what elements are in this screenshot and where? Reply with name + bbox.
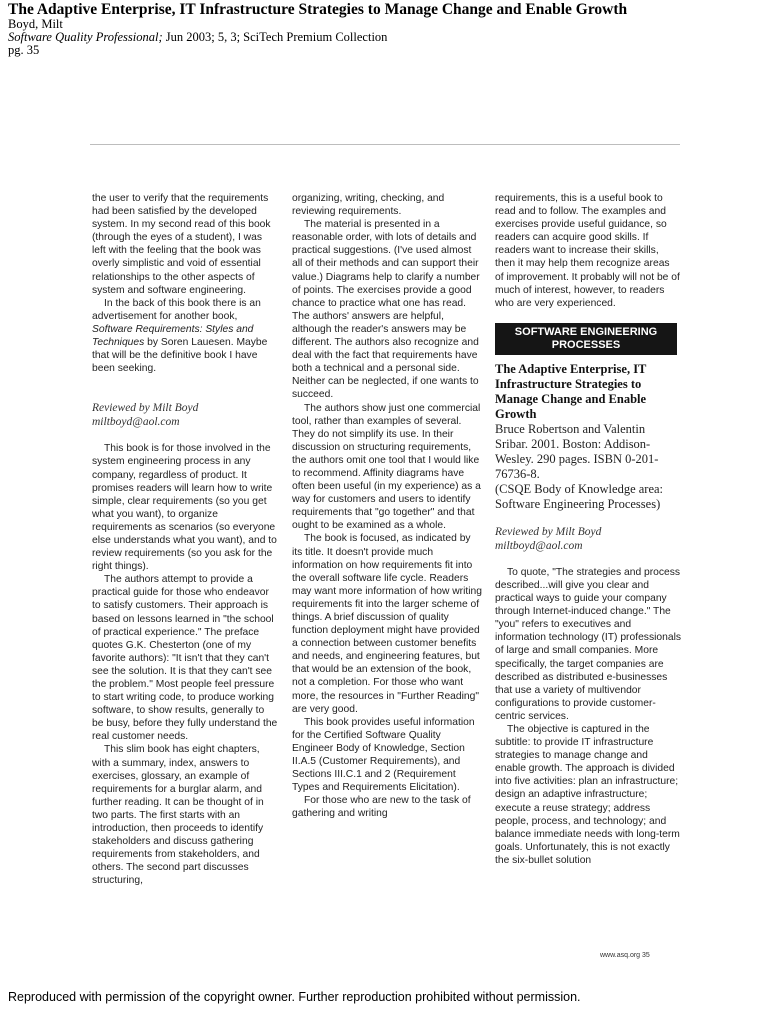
paragraph: The book is focused, as indicated by its title. It doesn't provide much information on how requirements fit into the overall software life cycle. Readers may want more information of how writing requirements fit into the larger scheme of things. A brief discussion of quality function deployment might have provided a connection between customer benefits and needs, and engineering features, but that would be an extension of the book, not a completion. For those who want more, the resources in "Further Reading" are very good. [292, 533, 482, 715]
reviewer-byline: Reviewed by Milt Boyd [92, 402, 199, 415]
paragraph: This book provides useful information for the Certified Software Quality Engineer Body of Knowledge, Section II.A.5 (Customer Requirements), and Sections III.C.1 and 2 (Requirement Types and Requirements Elicitation). [292, 716, 475, 794]
book-details: Bruce Robertson and Valentin Sribar. 2001. Boston: Addison-Wesley. 290 pages. ISBN 0-201-76736-8. [495, 421, 659, 481]
journal-issue: Jun 2003; 5, 3; SciTech Premium Collection [162, 30, 388, 44]
column-3 [495, 192, 681, 867]
book-reference: Software Requirements: Styles and Techniques [92, 323, 254, 349]
reviewer-email: miltboyd@aol.com [92, 416, 180, 429]
paragraph: requirements, this is a useful book to read and to follow. The examples and exercises provide useful guidance, so readers can acquire good skills. If readers want to increase their skills, then it may help them recognize areas of improvement. It probably will not be of much of interest, however, to readers who are very experienced. [495, 193, 680, 309]
citation-header [8, 2, 758, 57]
journal-name: Software Quality Professional; [8, 30, 163, 44]
section-heading: SOFTWARE ENGINEERING PROCESSES [495, 323, 677, 355]
paragraph: This book is for those involved in the system engineering process in any company, regardless of product. It promises readers will learn how to write simple, clear requirements (so you get what you want), to organize requirements as scenarios (so everyone else understands what you want), and to review requirements (so you ask for the right things). [92, 443, 277, 573]
reviewer-email: miltboyd@aol.com [495, 539, 583, 552]
paragraph: The objective is captured in the subtitle: to provide IT infrastructure strategies to manage change and enable growth. The approach is divided into five activities: plan an infrastructure; design an adaptive infrastructure; execute a reuse strategy; address people, process, and technology; and balance immediate needs with long-term goals. Unfortunately, this is not exactly the six-bullet solution [495, 723, 680, 866]
reproduction-notice: Reproduced with permission of the copyright owner. Further reproduction prohibited without permission. [8, 990, 581, 1004]
paragraph: the user to verify that the requirements had been satisfied by the developed system. In my second read of this book (through the eyes of a student), I was left with the feeling that the book was overly simplistic and void of essential relationships to the other aspects of system and software engineering. [92, 193, 271, 296]
column-2 [292, 192, 482, 821]
page-footer: www.asq.org 35 [600, 952, 650, 959]
paragraph: This slim book has eight chapters, with a summary, index, answers to exercises, glossary, an example of requirements for a burglar alarm, and further reading. It can be thought of in two parts. The first starts with an introduction, then proceeds to identify stakeholders and discuss gathering requirements from stakeholders, and others. The second part discusses structuring, [92, 744, 264, 887]
paragraph: In the back of this book there is an advertisement for another book, Software Requirements: Styles and Techniques by Soren Lauesen. Maybe that will be the definitive book I have been seeking. [92, 297, 268, 375]
book-area: (CSQE Body of Knowledge area: Software Engineering Processes) [495, 481, 664, 511]
paragraph: To quote, "The strategies and process described...will give you clear and practical ways to guide your company through Internet-induced change." The "you" refers to executives and information technology (IT) professionals of large and small companies. More specifically, the target companies are described as distributed e-businesses that use a variety of multivendor configurations to provide customer-centric services. [495, 566, 682, 722]
reviewer-byline: Reviewed by Milt Boyd [495, 525, 602, 538]
book-title: The Adaptive Enterprise, IT Infrastructure Strategies to Manage Change and Enable Growth [495, 361, 647, 421]
header-divider [90, 144, 680, 145]
paragraph: For those who are new to the task of gathering and writing [292, 795, 471, 820]
article-author: Boyd, Milt [8, 17, 63, 31]
article-title: The Adaptive Enterprise, IT Infrastructure Strategies to Manage Change and Enable Growth [8, 1, 628, 18]
paragraph: The material is presented in a reasonable order, with lots of details and practical suggestions. (I've used almost all of their methods and can support their value.) Diagrams help to clarify a number of points. The exercises provide a good chance to practice what one has read. The authors' answers are helpful, although the reader's answers may be different. The authors also recognize and deal with the fact that requirements have both a technical and a personal side. Neither can be neglected, if one wants to succeed. [292, 219, 480, 401]
article-page: pg. 35 [8, 43, 40, 57]
article-source [8, 31, 758, 44]
paragraph: organizing, writing, checking, and reviewing requirements. [292, 193, 445, 218]
paragraph: The authors attempt to provide a practical guide for those who endeavor to satisfy customers. Their approach is based on lessons learned in "the school of practical experience." The preface quotes G.K. Chesterton (one of my favorite authors): "It isn't that they can't see the solution. It is that they can't see the problem." Most people feel pressure to start writing code, to produce working software, to show results, generally to be busy, before they fully understand the real customer needs. [92, 574, 278, 743]
column-1 [92, 192, 278, 888]
paragraph: The authors show just one commercial tool, rather than examples of several. They do not simplify its use. In their discussion on structuring requirements, the authors omit one tool that I would like to recommend. Affinity diagrams have often been useful (in my experience) as a way for customers and users to identify requirements that "go together" and that ought to be examined as a whole. [292, 402, 481, 532]
